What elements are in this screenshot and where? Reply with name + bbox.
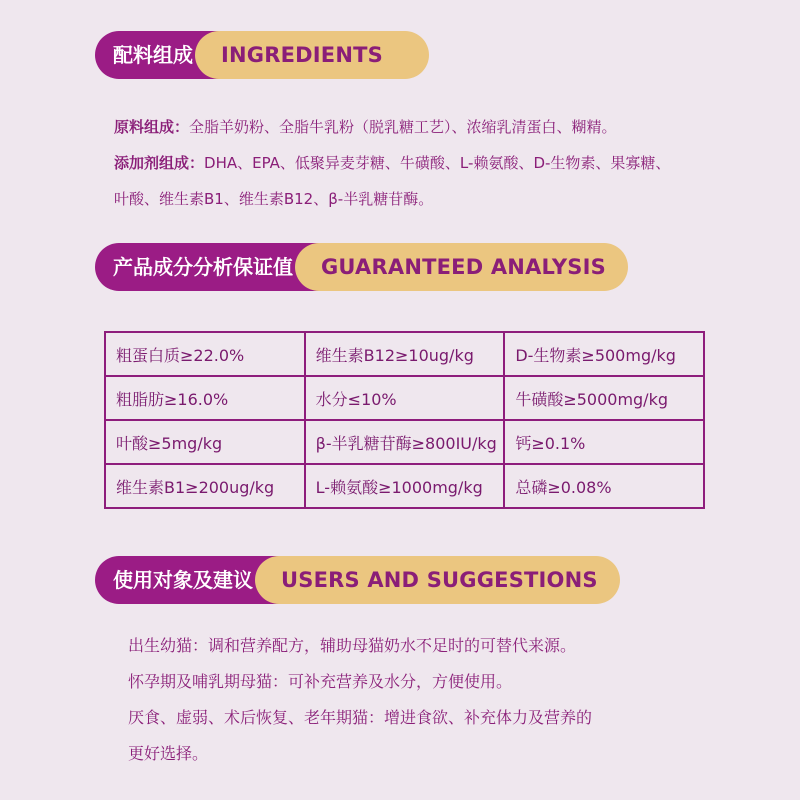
ingredients-title-en: INGREDIENTS <box>195 31 429 79</box>
ingredients-line-text: 叶酸、维生素B1、维生素B12、β-半乳糖苷酶。 <box>114 190 434 208</box>
ingredients-line-label: 原料组成： <box>114 118 190 136</box>
table-cell: L-赖氨酸≥1000mg/kg <box>305 464 505 508</box>
users-line: 更好选择。 <box>128 744 209 763</box>
table-cell: 叶酸≥5mg/kg <box>105 420 305 464</box>
users-line: 厌食、虚弱、术后恢复、老年期猫：增进食欲、补充体力及营养的 <box>128 708 593 727</box>
table-row <box>105 376 704 420</box>
table-cell: 钙≥0.1% <box>504 420 704 464</box>
ingredients-title-cn: 配料组成 <box>95 31 253 79</box>
users-line: 出生幼猫：调和营养配方，辅助母猫奶水不足时的可替代来源。 <box>128 636 577 655</box>
ingredients-text <box>114 109 670 217</box>
users-header <box>95 556 620 604</box>
table-cell: 维生素B1≥200ug/kg <box>105 464 305 508</box>
table-row <box>105 464 704 508</box>
table-cell: 总磷≥0.08% <box>504 464 704 508</box>
analysis-title-en: GUARANTEED ANALYSIS <box>295 243 628 291</box>
ingredients-line <box>114 181 670 217</box>
analysis-table <box>104 331 705 509</box>
table-cell: 维生素B12≥10ug/kg <box>305 332 505 376</box>
table-cell: 粗蛋白质≥22.0% <box>105 332 305 376</box>
analysis-title-cn: 产品成分分析保证值 <box>95 243 353 291</box>
ingredients-line <box>114 145 670 181</box>
table-cell: β-半乳糖苷酶≥800IU/kg <box>305 420 505 464</box>
analysis-header <box>95 243 628 291</box>
table-row <box>105 420 704 464</box>
users-text <box>128 628 592 772</box>
users-title-cn: 使用对象及建议 <box>95 556 313 604</box>
users-title-en: USERS AND SUGGESTIONS <box>255 556 620 604</box>
table-cell: 水分≤10% <box>305 376 505 420</box>
ingredients-header <box>95 31 429 79</box>
users-line: 怀孕期及哺乳期母猫：可补充营养及水分，方便使用。 <box>128 672 513 691</box>
table-cell: 粗脂肪≥16.0% <box>105 376 305 420</box>
ingredients-line-text: 全脂羊奶粉、全脂牛乳粉（脱乳糖工艺）、浓缩乳清蛋白、糊精。 <box>189 118 617 136</box>
ingredients-line-label: 添加剂组成： <box>114 154 205 172</box>
table-row <box>105 332 704 376</box>
table-cell: D-生物素≥500mg/kg <box>504 332 704 376</box>
ingredients-line <box>114 109 670 145</box>
ingredients-line-text: DHA、EPA、低聚异麦芽糖、牛磺酸、L-赖氨酸、D-生物素、果寡糖、 <box>204 154 671 172</box>
table-cell: 牛磺酸≥5000mg/kg <box>504 376 704 420</box>
